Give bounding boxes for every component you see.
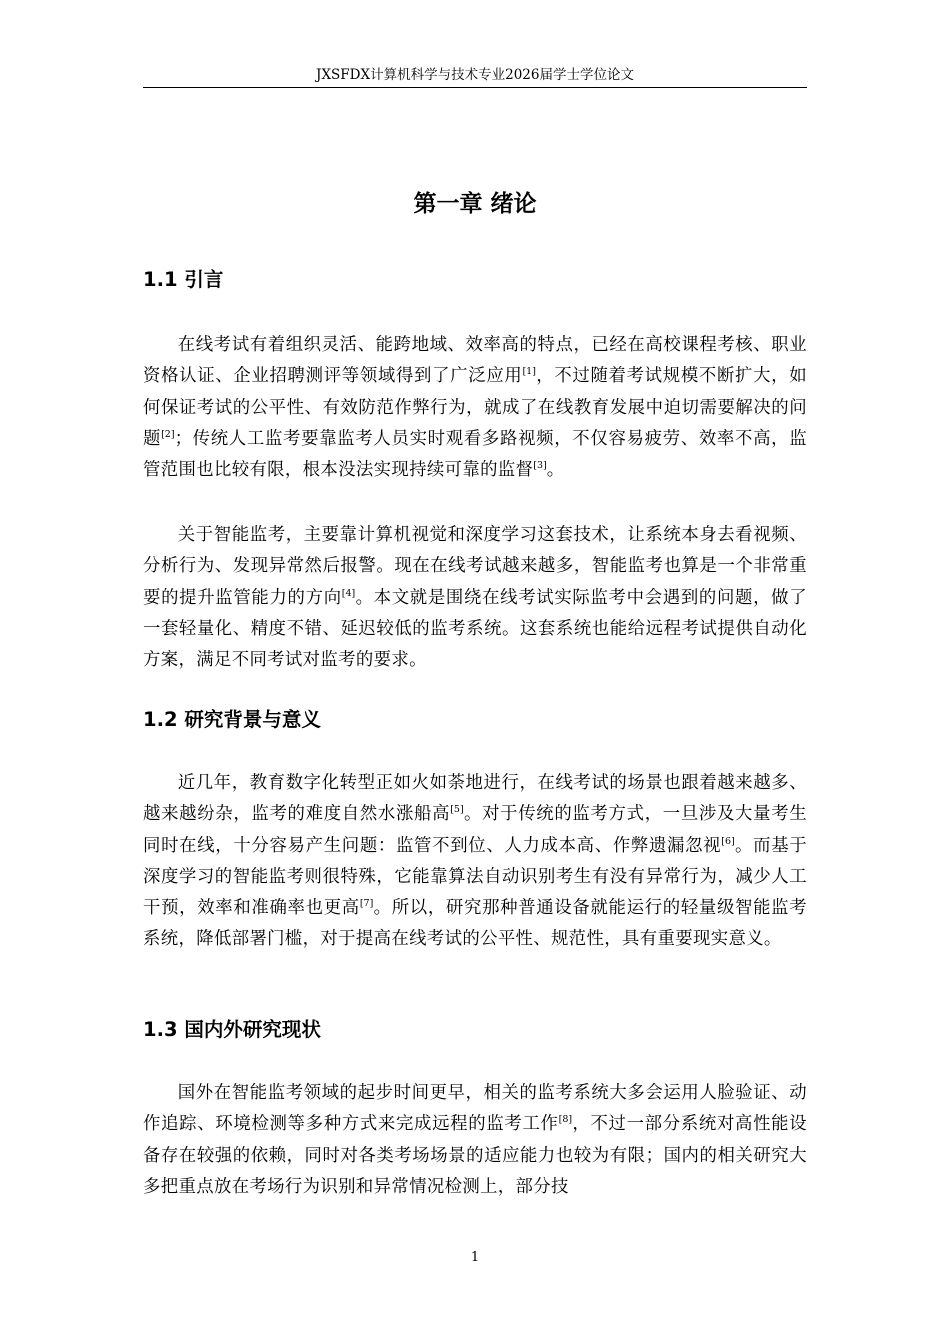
citation-marker: [7]: [359, 898, 374, 910]
page-number: 1: [470, 1250, 480, 1265]
paragraph-text: 。所以，研究那种普通设备就能运行的轻量级智能监考系统，降低部署门槛，对于提高在线考试的公平性、规范性，具有重要现实意义。: [143, 898, 807, 950]
paragraph-text: 近几年，教育数字化转型正如火如荼地进行，在线考试的场景也跟着越来越多、越来越纷杂，监考的难度自然水涨船高: [143, 773, 807, 825]
citation-marker: [1]: [522, 366, 536, 378]
paragraph-intro-2: [143, 520, 807, 676]
citation-marker: [2]: [161, 428, 175, 440]
paragraph-text: 。对于传统的监考方式，一旦涉及大量考生同时在线，十分容易产生问题：监管不到位、人力成本高、作弊遗漏忽视: [143, 804, 808, 856]
section-heading-1-1: 1.1 引言: [143, 268, 224, 291]
header-rule: [143, 87, 807, 88]
section-heading-1-2: 1.2 研究背景与意义: [143, 708, 321, 731]
section-heading-1-3: 1.3 国内外研究现状: [143, 1018, 321, 1041]
chapter-title: 第一章 绪论: [413, 191, 537, 217]
paragraph-text: 国外在智能监考领域的起步时间更早，相关的监考系统大多会运用人脸验证、动作追踪、环境检测等多种方式来完成远程的监考工作: [143, 1083, 807, 1135]
paragraph-text: 。: [546, 460, 565, 481]
citation-marker: [6]: [721, 835, 735, 847]
paragraph-related-work-1: [143, 1078, 807, 1203]
paragraph-text: 关于智能监考，主要靠计算机视觉和深度学习这套技术，让系统本身去看视频、分析行为、发现异常然后报警。现在在线考试越来越多，智能监考也算是一个非常重要的提升监管能力的方向: [143, 525, 807, 608]
paragraph-text: 。本文就是围绕在线考试实际监考中会遇到的问题，做了一套轻量化、精度不错、延迟较低的监考系统。这套系统也能给远程考试提供自动化方案，满足不同考试对监考的要求。: [143, 587, 807, 671]
paragraph-background-1: [143, 768, 807, 956]
paragraph-text: ，不过一部分系统对高性能设备存在较强的依赖，同时对各类考场场景的适应能力也较为有限；国内的相关研究大多把重点放在考场行为识别和异常情况检测上，部分技: [143, 1114, 807, 1197]
paragraph-text: ，不过随着考试规模不断扩大，如何保证考试的公平性、有效防范作弊行为，就成了在线教育发展中迫切需要解决的问题: [143, 366, 807, 449]
citation-marker: [4]: [341, 587, 356, 599]
paragraph-text: 在线考试有着组织灵活、能跨地域、效率高的特点，已经在高校课程考核、职业资格认证、企业招聘测评等领域得到了广泛应用: [143, 335, 807, 387]
paragraph-text: 。而基于深度学习的智能监考则很特殊，它能靠算法自动识别考生有没有异常行为，减少人工干预，效率和准确率也更高: [143, 835, 807, 919]
citation-marker: [3]: [533, 460, 547, 472]
citation-marker: [8]: [558, 1114, 573, 1126]
running-header: JXSFDX计算机科学与技术专业2026届学士学位论文: [316, 67, 634, 83]
paragraph-intro-1: [143, 330, 807, 486]
citation-marker: [5]: [450, 804, 464, 816]
paragraph-text: ；传统人工监考要靠监考人员实时观看多路视频，不仅容易疲劳、效率不高，监管范围也比较有限，根本没法实现持续可靠的监督: [143, 428, 807, 481]
